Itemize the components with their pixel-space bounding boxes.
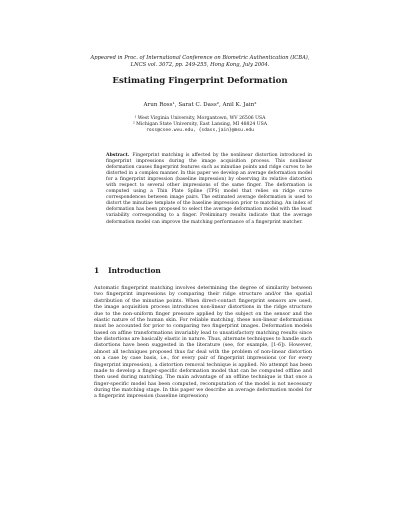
affiliation-2: ² Michigan State University, East Lansing, MI 48824 USA <box>132 122 268 128</box>
paper-title: Estimating Fingerprint Deformation <box>112 76 288 86</box>
section-number: 1 <box>94 266 100 275</box>
introduction-paragraph: Automatic fingerprint matching involves determining the degree of similarity between two fingerprint impressions by comparing their ridge structure and/or the spatial distribution of the minutiae points. When direct-contact fingerprint sensors are used, the image acquisition process introduces non-linear distortions in the ridge structure due to the non-uniform finger pressure applied by the subject on the sensor and the elastic nature of the human skin. For reliable matching, these non-linear deformations must be accounted for prior to comparing two fingerprint images. Deformation models based on affine transformations invariably lead to unsatisfactory matching results since the distortions are basically elastic in nature. Thus, alternate techniques to handle such distortions have been suggested in the literature (see, for example, [1-6]). However, almost all techniques proposed thus far deal with the problem of non-linear distortion on a case by case basis, i.e., for every pair of fingerprint impressions (or for every fingerprint impression), a distortion removal technique is applied. No attempt has been made to develop a finger-specific deformation model that can be computed offline and then used during matching. The main advantage of an offline technique is that once a finger-specific model has been computed, recomputation of the model is not necessary during the matching stage. In this paper we describe an average deformation model for a fingerprint impression (baseline impression) <box>94 285 312 400</box>
author-emails: ross@csee.wvu.edu, {sdass,jain}@msu.edu <box>146 128 254 134</box>
abstract-text: Fingerprint matching is affected by the nonlinear distortion introduced in fingerprint impressions during the image acquisition process. This nonlinear deformation causes fingerprint features such as minutiae points and ridge curves to be distorted in a complex manner. In this paper we develop an average deformation model for a fingerprint impression (baseline impression) by observing its relative distortion with respect to several other impressions of the same finger. The deformation is computed using a Thin Plate Spline (TPS) model that relies on ridge curve correspondences between image pairs. The estimated average deformation is used to distort the minutiae template of the baseline impression prior to matching. An index of deformation has been proposed to select the average deformation model with the least variability corresponding to a finger. Preliminary results indicate that the average deformation model can improve the matching performance of a fingerprint matcher. <box>106 153 312 225</box>
venue-note <box>40 55 360 69</box>
affiliations <box>100 116 300 135</box>
abstract <box>106 153 312 226</box>
section-heading <box>94 266 161 275</box>
author-list: Arun Ross¹, Sarat C. Dass², Anil K. Jain² <box>143 102 257 108</box>
abstract-label: Abstract. <box>106 153 130 158</box>
venue-line-1: Appeared in Proc. of International Conference on Biometric Authentication (ICBA), <box>90 55 310 61</box>
venue-line-2: LNCS vol. 3072, pp. 249-255, Hong Kong, July 2004. <box>130 62 270 68</box>
section-title: Introduction <box>108 266 161 275</box>
affiliation-1: ¹ West Virginia University, Morgantown, WV 26506 USA <box>134 116 266 121</box>
